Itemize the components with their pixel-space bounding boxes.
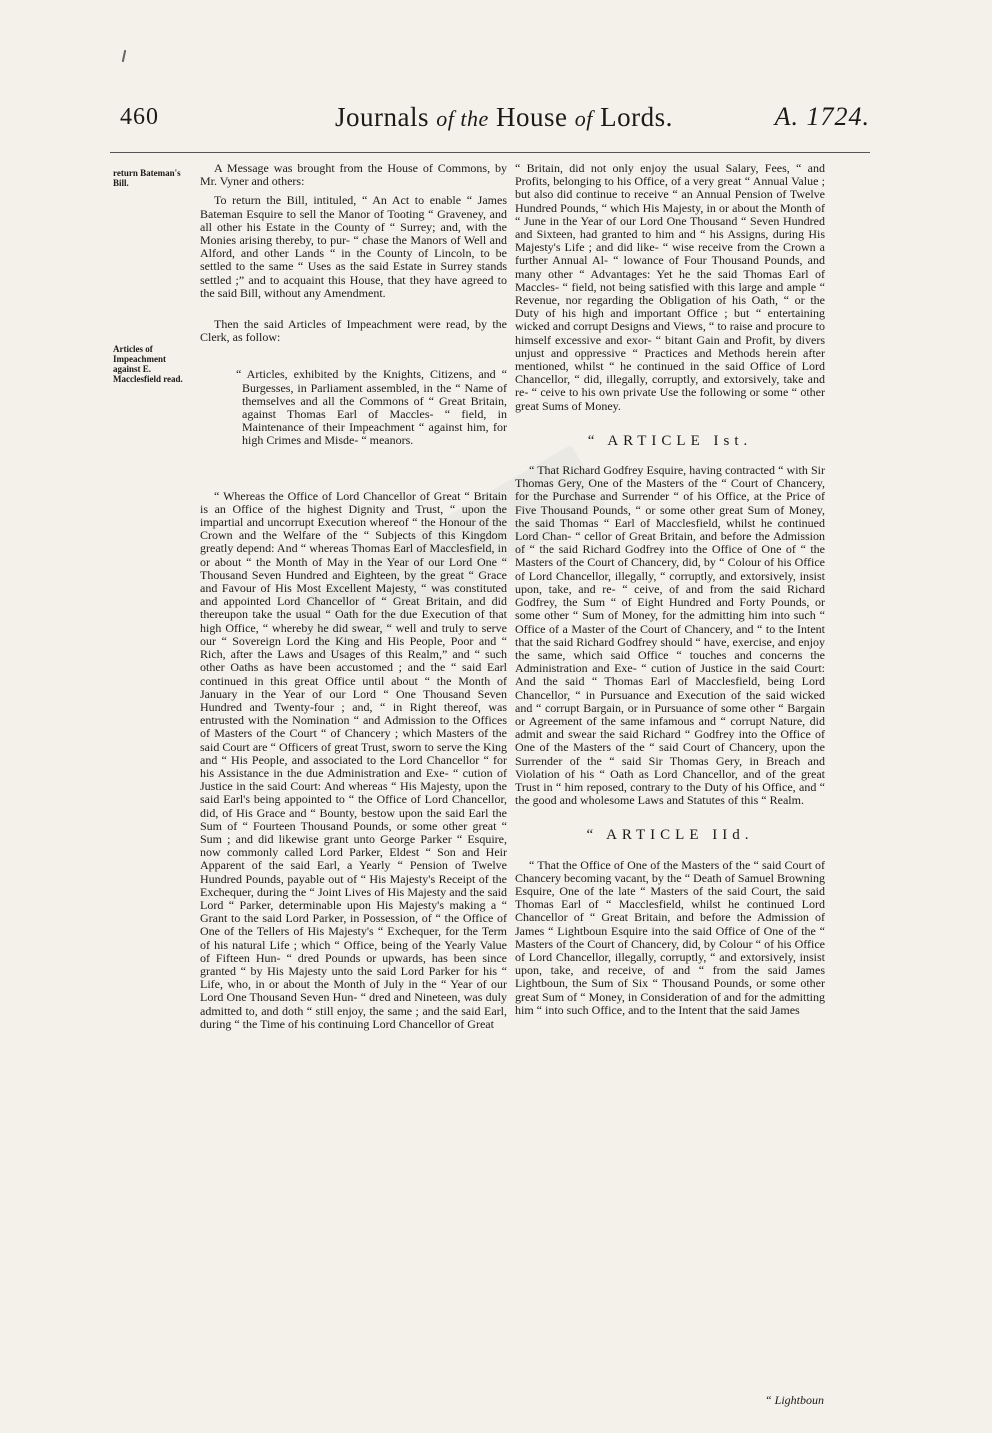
message-paragraph: A Message was brought from the House of Commons, by Mr. Vyner and others: <box>200 161 507 189</box>
year: A. 1724. <box>774 102 870 131</box>
title-of: of <box>574 106 593 131</box>
title-lords: Lords. <box>600 102 673 132</box>
page-number: 460 <box>120 104 159 130</box>
articles-read-paragraph: Then the said Articles of Impeachment were read, by the Clerk, as follow: <box>200 317 507 345</box>
article-1-text: “ That Richard Godfrey Esquire, having contracted “ with Sir Thomas Gery, One of the Masters of the “ Court of Chancery, for the Purchase and Surrender “ of his Office, at the Price of Five Thousand Pounds, “ or some other great Sum of Money, the said Thomas “ Earl of Macclesfield, whilst he continued Lord Chan- “ cellor of Great Britain, and before the Admission of “ the said Richard Godfrey into the Office of One of “ the Masters of the Court of Chancery, did, by “ Colour of his Office of Lord Chancellor, illegally, “ corruptly, and extorsively, insist upon, take, and re- “ ceive, of and from the said Richard Godfrey, the Sum “ of Eight Hundred and Forty Pounds, or some other “ Sum of Money, for the admitting him into such “ Office of a Master of the Court of Chancery, and “ to the Intent that the said Richard Godfrey should “ have, exercise, and enjoy the same, which said Office “ touches and concerns the Administration and Exe- “ cution of Justice in the said Court: And the said “ Thomas Earl of Macclesfield, being Lord Chancellor, “ in Pursuance and Execution of the said wicked and “ corrupt Bargain, or in Pursuance of some other “ Bargain or Agreement of the same infamous and “ corrupt Nature, did admit and swear the said Richard “ Godfrey into the Office of One of the Masters of the “ said Court of Chancery, upon the Surrender of the “ said Sir Thomas Gery, in Breach and Violation of his “ Oath as Lord Chancellor, and of the great Trust in “ him reposed, contrary to the Duty of his Office, and “ the good and wholesome Laws and Statutes of this “ Realm. <box>515 463 825 808</box>
title-house: House <box>496 102 568 132</box>
whereas-paragraph: “ Whereas the Office of Lord Chancellor of Great “ Britain is an Office of the highest Dignity and Trust, “ upon the impartial and uncorrupt Execution whereof “ the Honour of the Crown and the Welfare of the “ Subjects of this Kingdom greatly depend: And “ whereas Thomas Earl of Macclesfield, in or about “ the Month of May in the Year of our Lord One “ Thousand Seven Hundred and Eighteen, by the great “ Grace and Favour of His Most Excellent Majesty, “ was constituted and appointed Lord Chancellor of “ Great Britain, and did thereupon take the usual “ Oath for the due Execution of that high Office, “ whereby he did swear, “ well and truly to serve our “ Sovereign Lord the King and His People, Poor and “ Rich, after the Laws and Usages of this Realm,” and “ such other Oaths as have been accustomed ; and the “ said Earl continued in this great Office until about “ the Month of January in the Year of our Lord “ One Thousand Seven Hundred and Twenty-four ; and, “ in Right thereof, was entrusted with the Nomination “ and Admission to the Offices of Masters of the Court “ of Chancery ; which Masters of the said Court are “ Officers of great Trust, sworn to serve the King and “ His People, and associated to the Lord Chancellor “ for his Assistance in the due Administration and Exe- “ cution of Justice in the said Court: And whereas “ His Majesty, upon the said Earl's being appointed to “ the Office of Lord Chancellor, did, of His Grace and “ Bounty, bestow upon the said Earl the Sum of “ Fourteen Thousand Pounds, or some other great “ Sum ; and did likewise grant unto George Parker “ Esquire, now commonly called Lord Parker, Eldest “ Son and Heir Apparent of the said Earl, a Yearly “ Pension of Twelve Hundred Pounds, payable out of “ His Majesty's Receipt of the Exchequer, during the “ Joint Lives of His Majesty and the said Lord “ Parker, determinable upon His Majesty's making a “ Grant to the said Lord Parker, in Possession, of “ the Office of One of the Tellers of His Majesty's “ Exchequer, for the Term of his natural Life ; which “ Office, being of the Yearly Value of Fifteen Hun- “ dred Pounds or upwards, has been since granted “ by His Majesty unto the said Lord Parker for his “ Life, who, in or about the Month of July in the “ Year of our Lord One Thousand Seven Hun- “ dred and Nineteen, was duly admitted to, and doth “ still enjoy, the same ; and the said Earl, during “ the Time of his continuing Lord Chancellor of Great <box>200 488 507 1031</box>
bill-paragraph: To return the Bill, intituled, “ An Act to enable “ James Bateman Esquire to sell the Manor of Tooting “ Graveney, and all other his Estate in the County of “ Surrey; and, with the Monies arising thereby, to pur- “ chase the Manors of Well and Alford, and other Lands “ in the County of Lincoln, to be settled to the same “ Uses as the said Estate in Surrey stands settled ;” and to acquaint this House, that they have agreed to the said Bill, without any Amendment. <box>200 193 507 300</box>
articles-title-paragraph: “ Articles, exhibited by the Knights, Citizens, and “ Burgesses, in Parliament assembled, in the “ Name of themselves and all the Commons of “ Great Britain, against Thomas Earl of Maccles- “ field, in Maintenance of their Impeachment “ against him, for high Crimes and Misde- “ meanors. <box>236 367 507 448</box>
catchword: “ Lightboun <box>764 1393 824 1407</box>
left-column <box>200 162 507 1037</box>
article-2-text: “ That the Office of One of the Masters of the “ said Court of Chancery becoming vacant, by the “ Death of Samuel Browning Esquire, One of the late “ Masters of the said Court, the said Thomas Earl of “ Macclesfield, whilst he continued Lord Chancellor of “ Great Britain, and before the Admission of James “ Lightboun Esquire into the said Office of One of the “ Masters of the Court of Chancery, did, by Colour “ of his Office of Lord Chancellor, illegally, corruptly, “ and extorsively, insist upon, take, and receive, of and “ from the said James Lightboun, the Sum of Six “ Thousand Pounds, or some other great Sum of “ Money, in Consideration of and for the admitting him “ into such Office, and to the Intent that the said James <box>515 857 825 1017</box>
margin-note-bateman: return Bateman's Bill. <box>113 168 181 188</box>
running-title <box>335 102 673 133</box>
title-journals: Journals <box>335 102 429 132</box>
britain-paragraph: “ Britain, did not only enjoy the usual Salary, Fees, “ and Profits, belonging to his Office, of a very great “ Annual Value ; but also did continue to receive “ an Annual Pension of Twelve Hundred Pounds, “ which His Majesty, in or about the Month of “ June in the Year of our Lord One Thousand “ Seven Hundred and Sixteen, had granted to him and “ his Assigns, during His Majesty's Life ; and did like- “ wise receive from the Crown a further Annual Al- “ lowance of Four Thousand Pounds, and many other “ Advantages: Yet he the said Thomas Earl of Maccles- “ field, not being satisfied with this large and ample “ Revenue, nor regarding the Obligation of his Oath, “ or the Duty of his high and important Office ; but “ entertaining wicked and corrupt Designs and Views, “ to raise and procure to himself excessive and exor- “ bitant Gain and Profit, by divers unjust and oppressive “ Practices and Methods herein after mentioned, whilst “ he continued in the said Office of Lord Chancellor, “ did, illegally, corruptly, and extorsively, take and re- “ ceive to his own private Use the following or some “ other great Sums of Money. <box>515 161 825 413</box>
margin-note-articles: Articles of Impeachment against E. Macclesfield read. <box>113 344 183 384</box>
title-of-the: of the <box>436 106 489 131</box>
header-rule <box>110 152 870 153</box>
right-column <box>515 162 825 1023</box>
article-2-heading: “ ARTICLE IId. <box>586 827 754 844</box>
article-1-heading: “ ARTICLE Ist. <box>587 432 753 449</box>
ink-mark <box>122 50 126 62</box>
page-header <box>110 100 870 140</box>
